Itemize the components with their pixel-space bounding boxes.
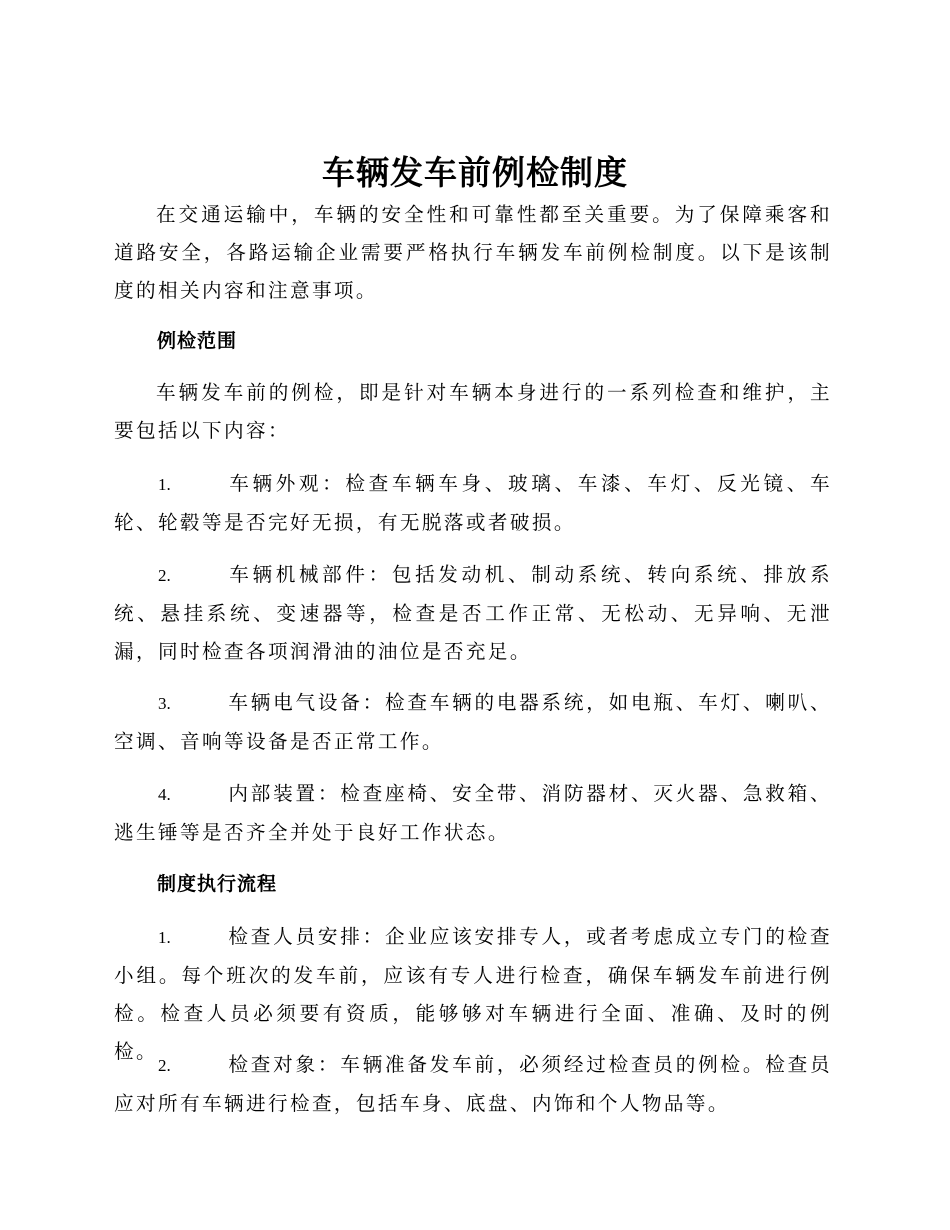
list-item — [114, 684, 832, 761]
list-item-number: 4. — [158, 785, 171, 804]
list-item-text: 检查人员安排：企业应该安排专人，或者考虑成立专门的检查小组。每个班次的发车前，应该有专人进行检查，确保车辆发车前进行例检。检查人员必须要有资质，能够够对车辆进行全面、准确、及时的例检。 — [114, 925, 832, 1063]
list-item-number: 2. — [158, 566, 171, 585]
list-item-text: 车辆外观：检查车辆车身、玻璃、车漆、车灯、反光镜、车轮、轮毂等是否完好无损，有无脱落或者破损。 — [114, 472, 832, 534]
list-item-number: 3. — [158, 694, 171, 713]
list-item-text: 车辆机械部件：包括发动机、制动系统、转向系统、排放系统、悬挂系统、变速器等，检查是否工作正常、无松动、无异响、无泄漏，同时检查各项润滑油的油位是否充足。 — [114, 563, 832, 663]
list-item-number: 2. — [158, 1056, 171, 1075]
list-item-text: 内部装置：检查座椅、安全带、消防器材、灭火器、急救箱、逃生锤等是否齐全并处于良好工作状态。 — [114, 782, 832, 844]
document-title: 车辆发车前例检制度 — [322, 153, 628, 192]
list-item — [114, 775, 832, 852]
list-item-number: 1. — [158, 475, 171, 494]
list-item-text: 车辆电气设备：检查车辆的电器系统，如电瓶、车灯、喇叭、空调、音响等设备是否正常工作。 — [114, 691, 832, 753]
list-item — [114, 556, 832, 671]
list-item — [114, 465, 832, 542]
scope-lead-paragraph: 车辆发车前的例检，即是针对车辆本身进行的一系列检查和维护，主要包括以下内容： — [114, 381, 832, 442]
list-item-number: 1. — [158, 928, 171, 947]
intro-paragraph: 在交通运输中，车辆的安全性和可靠性都至关重要。为了保障乘客和道路安全，各路运输企业需要严格执行车辆发车前例检制度。以下是该制度的相关内容和注意事项。 — [114, 203, 832, 302]
section-heading-scope: 例检范围 — [157, 330, 238, 352]
list-item — [114, 1046, 832, 1123]
list-item-text: 检查对象：车辆准备发车前，必须经过检查员的例检。检查员应对所有车辆进行检查，包括车身、底盘、内饰和个人物品等。 — [114, 1053, 832, 1115]
section-heading-process: 制度执行流程 — [157, 873, 278, 895]
